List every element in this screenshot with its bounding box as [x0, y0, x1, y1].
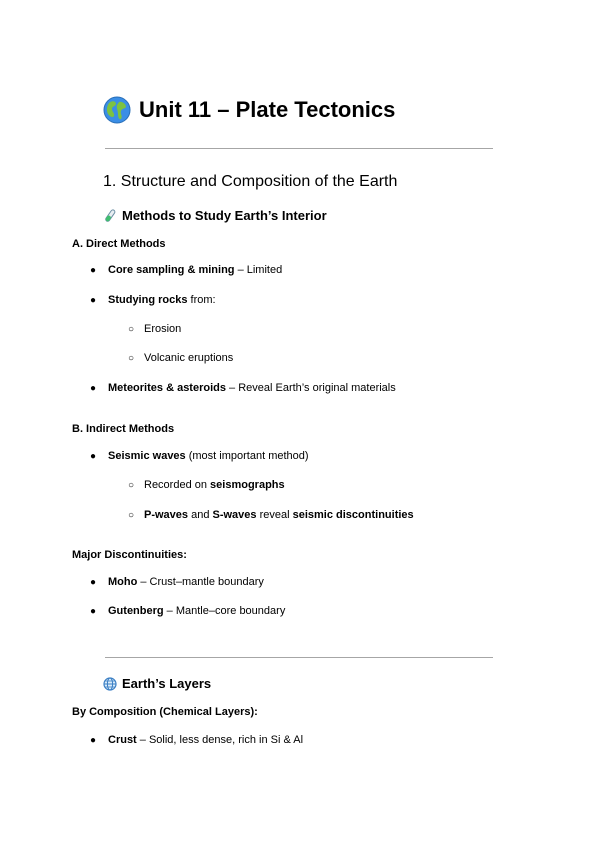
layers-heading-text: Earth’s Layers	[122, 676, 212, 691]
direct-methods-label: A. Direct Methods	[72, 238, 166, 250]
sub-item-text: Erosion	[144, 323, 182, 335]
section-heading: 1. Structure and Composition of the Earth	[103, 173, 398, 190]
title-text: Unit 11 – Plate Tectonics	[139, 97, 396, 122]
bullet-icon: ●	[90, 450, 97, 462]
list-item	[90, 576, 264, 588]
item-text: – Reveal Earth’s original materials	[225, 382, 396, 394]
sub-list-item	[128, 323, 181, 335]
bullet-icon: ●	[90, 605, 97, 617]
divider	[105, 657, 493, 658]
discontinuities-label: Major Discontinuities:	[72, 549, 187, 561]
bullet-icon: ●	[90, 294, 97, 306]
sub-list-item	[128, 479, 285, 491]
list-item	[90, 734, 303, 746]
sub-item-text: reveal	[256, 509, 293, 521]
item-text: from:	[187, 294, 216, 306]
item-text: – Limited	[234, 264, 283, 276]
item-bold: Meteorites & asteroids	[108, 382, 226, 394]
circle-bullet-icon: ○	[128, 352, 135, 364]
item-text: – Mantle–core boundary	[163, 605, 286, 617]
bullet-icon: ●	[90, 382, 97, 394]
circle-bullet-icon: ○	[128, 509, 135, 521]
sub-list-item	[128, 352, 233, 364]
item-text: (most important method)	[185, 450, 309, 462]
item-bold: Crust	[108, 734, 137, 746]
circle-bullet-icon: ○	[128, 323, 135, 335]
sub-item-text: Volcanic eruptions	[144, 352, 234, 364]
composition-label: By Composition (Chemical Layers):	[72, 706, 258, 718]
layers-heading	[103, 676, 211, 691]
sub-item-bold: seismographs	[210, 479, 285, 491]
sub-list-item	[128, 509, 414, 521]
page-title	[103, 96, 395, 124]
bullet-icon: ●	[90, 734, 97, 746]
methods-heading-text: Methods to Study Earth’s Interior	[122, 208, 327, 223]
list-item	[90, 294, 216, 306]
item-bold: Core sampling & mining	[108, 264, 235, 276]
item-bold: Studying rocks	[108, 294, 188, 306]
item-text: – Solid, less dense, rich in Si & Al	[136, 734, 304, 746]
divider	[105, 148, 493, 149]
item-bold: Seismic waves	[108, 450, 186, 462]
bullet-icon: ●	[90, 264, 97, 276]
list-item	[90, 450, 309, 462]
sub-item-bold: S-waves	[212, 509, 257, 521]
sub-item-text: and	[188, 509, 213, 521]
item-bold: Moho	[108, 576, 138, 588]
item-bold: Gutenberg	[108, 605, 164, 617]
list-item	[90, 264, 282, 276]
methods-heading	[103, 208, 327, 223]
list-item	[90, 382, 396, 394]
sub-item-bold: P-waves	[144, 509, 189, 521]
list-item	[90, 605, 285, 617]
globe-with-meridians-icon	[103, 677, 117, 691]
item-text: – Crust–mantle boundary	[137, 576, 264, 588]
globe-emoji-icon	[103, 96, 131, 124]
sub-item-bold: seismic discontinuities	[292, 509, 414, 521]
sub-item-text: Recorded on	[144, 479, 211, 491]
test-tube-icon	[103, 209, 117, 223]
indirect-methods-label: B. Indirect Methods	[72, 423, 175, 435]
bullet-icon: ●	[90, 576, 97, 588]
circle-bullet-icon: ○	[128, 479, 135, 491]
